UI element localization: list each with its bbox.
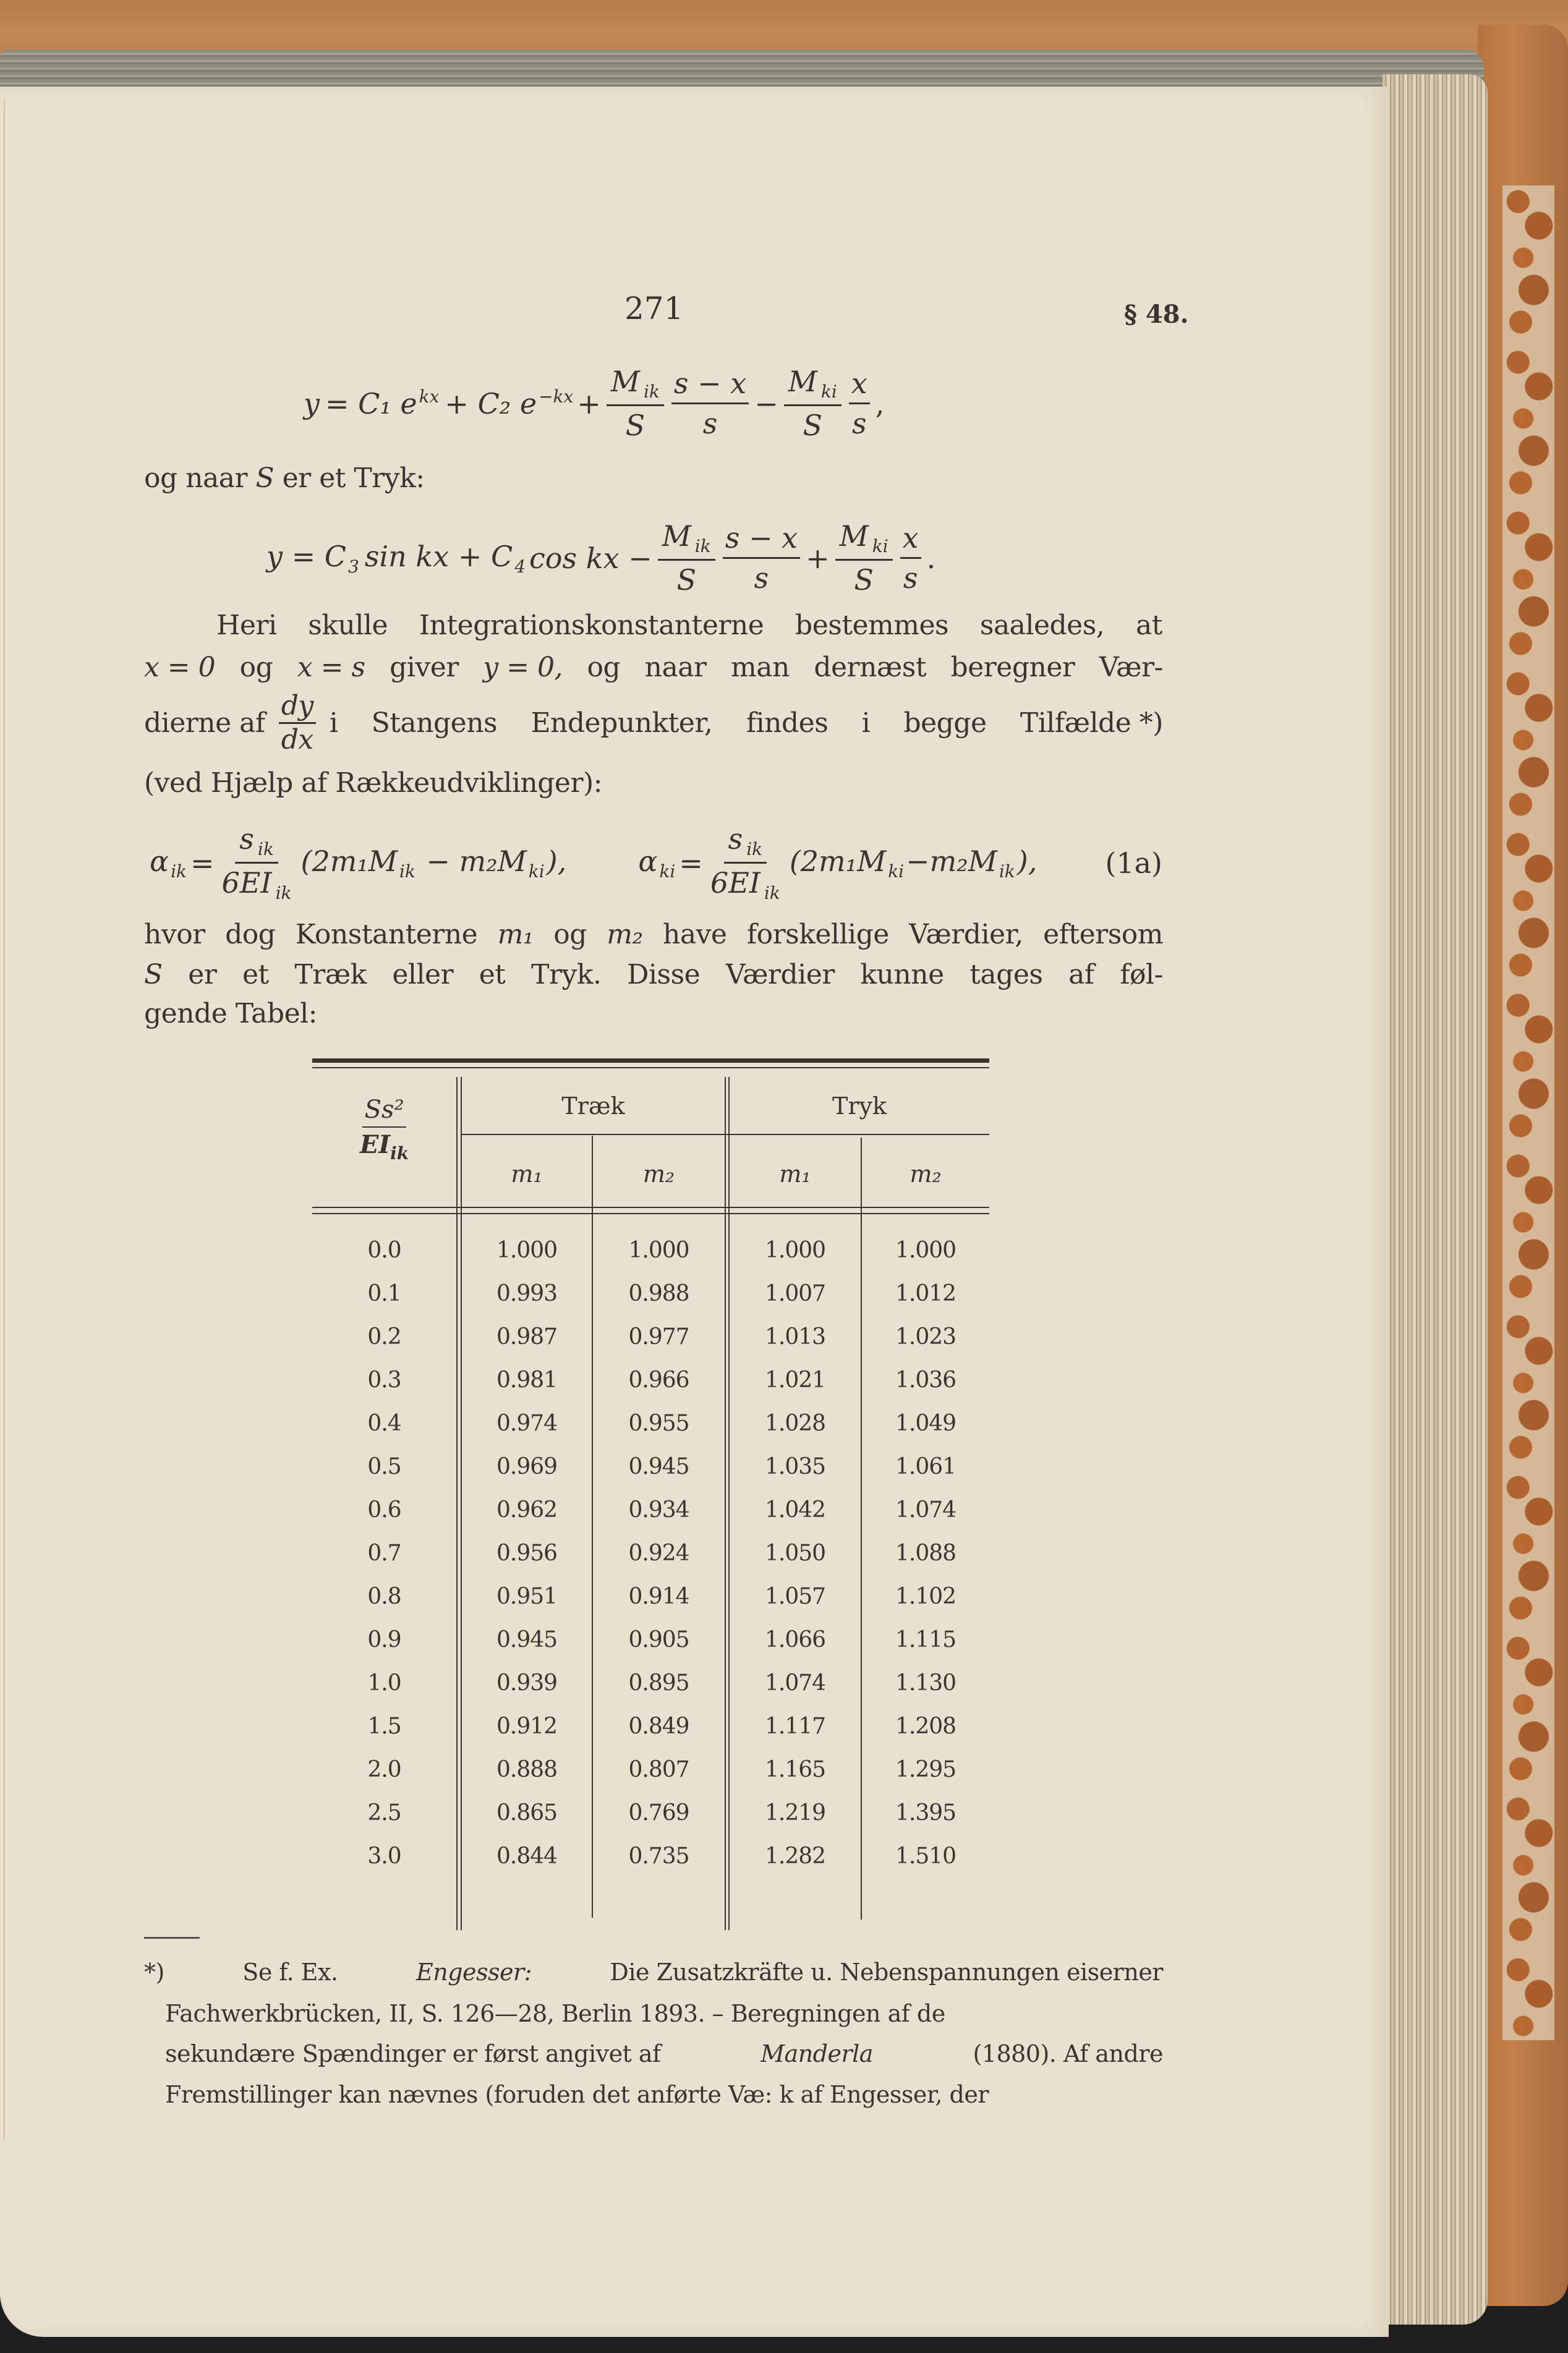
table-cell-value: 1.023 bbox=[895, 1324, 957, 1350]
text-after: er et Tryk: bbox=[282, 462, 425, 494]
eq1-comma: , bbox=[875, 386, 885, 420]
table-cell-value: 1.000 bbox=[628, 1238, 689, 1263]
para1-line-4: (ved Hjælp af Rækkeudviklinger): bbox=[144, 767, 602, 799]
word: tages bbox=[969, 959, 1043, 990]
table-cell-value: 0.895 bbox=[628, 1670, 689, 1696]
footnote-line-3 bbox=[165, 2040, 1163, 2067]
equals: = bbox=[679, 846, 703, 880]
word: dernæst bbox=[814, 652, 927, 683]
table-cell-value: 1.130 bbox=[895, 1670, 957, 1696]
alpha-sub: ik bbox=[171, 861, 187, 882]
expr-sub: ik bbox=[399, 861, 415, 882]
equation-1a bbox=[144, 822, 1164, 903]
section-number: § 48. bbox=[1124, 300, 1189, 329]
page-stack-top bbox=[0, 49, 1484, 91]
eq1-exp1: kx bbox=[419, 386, 440, 407]
table-cell-value: 0.966 bbox=[628, 1368, 689, 1393]
equation-label: (1a) bbox=[1105, 846, 1162, 880]
eq1-term-c1 bbox=[323, 386, 439, 420]
text-before: og naar bbox=[144, 462, 247, 494]
table-cell-value: 0.807 bbox=[628, 1757, 689, 1782]
eq1-minus: − bbox=[754, 386, 778, 420]
word: Træk bbox=[294, 959, 367, 990]
eq1-term-c2 bbox=[443, 386, 573, 420]
frac-num: M bbox=[610, 365, 640, 398]
table-cell-value: 1.042 bbox=[764, 1497, 826, 1523]
table-vline-group-a bbox=[725, 1077, 726, 1930]
table-cell-value: 0.735 bbox=[628, 1844, 689, 1869]
group-header-trak: Træk bbox=[561, 1092, 625, 1120]
footnote-author-manderla: Manderla bbox=[761, 2040, 873, 2067]
table-cell-value: 0.987 bbox=[496, 1324, 558, 1350]
expr-sub: ki bbox=[528, 861, 545, 882]
eq2-sin bbox=[363, 540, 526, 577]
alpha: α bbox=[638, 844, 658, 878]
table-cell-value: 1.395 bbox=[895, 1800, 957, 1826]
alpha-ki bbox=[636, 845, 675, 882]
word: Konstanterne bbox=[295, 919, 478, 950]
table-cell-ratio: 0.0 bbox=[367, 1238, 401, 1263]
frac-num: s − x bbox=[723, 521, 800, 559]
eq1-c1: = C₁ e bbox=[325, 387, 417, 420]
frac-den: s bbox=[702, 407, 718, 440]
eq3-alpha-ki bbox=[634, 822, 1041, 903]
eq2-frac-mik-s bbox=[656, 519, 717, 597]
table-cell-value: 1.115 bbox=[895, 1627, 957, 1653]
page-stack-right bbox=[1383, 74, 1488, 2325]
table-cell-value: 0.955 bbox=[628, 1411, 689, 1436]
table-cell-value: 0.962 bbox=[496, 1497, 558, 1523]
subheader-tryk-m2: m₂ bbox=[910, 1160, 942, 1188]
word: bestemmes bbox=[795, 610, 949, 641]
table-cell-value: 1.074 bbox=[895, 1497, 957, 1523]
subheader-trak-m2: m₂ bbox=[642, 1160, 675, 1188]
word: skulle bbox=[308, 610, 388, 641]
table-cell-value: 0.905 bbox=[628, 1627, 689, 1653]
table-cell-value: 1.036 bbox=[895, 1368, 957, 1393]
para1-line-1 bbox=[216, 612, 1162, 639]
word: beregner bbox=[950, 652, 1075, 683]
table-cell-value: 1.012 bbox=[895, 1281, 957, 1306]
word: at bbox=[1136, 610, 1162, 641]
frac-den: s bbox=[851, 407, 867, 440]
footnote-marker: *) bbox=[144, 1959, 164, 1986]
eq1-plus: + bbox=[577, 386, 601, 420]
footnote-text: Die Zusatzkräfte u. Nebenspannungen eiserner bbox=[610, 1959, 1163, 1986]
frac-den-sub: ik bbox=[275, 883, 292, 903]
table-cell-value: 0.924 bbox=[628, 1541, 689, 1566]
frac-den-sub: ik bbox=[764, 883, 780, 903]
alpha-sub: ki bbox=[659, 861, 676, 882]
table-cell-value: 1.074 bbox=[764, 1670, 826, 1696]
frac-num: s bbox=[728, 822, 743, 856]
word: eftersom bbox=[1043, 919, 1163, 950]
frac-s-6ei bbox=[707, 822, 784, 903]
word: Værdier bbox=[725, 959, 835, 990]
eq1-c2: + C₂ e bbox=[445, 387, 537, 420]
footnote-rule bbox=[144, 1937, 200, 1939]
table-cell-ratio: 1.5 bbox=[367, 1714, 401, 1739]
table-cell-ratio: 0.6 bbox=[367, 1497, 401, 1523]
table-cell-value: 0.956 bbox=[496, 1541, 558, 1566]
eq2-plus: + bbox=[806, 541, 830, 575]
word: Tryk. bbox=[531, 959, 602, 990]
table-cell-ratio: 0.1 bbox=[367, 1281, 401, 1306]
word: kunne bbox=[860, 959, 944, 990]
table-cell-value: 1.007 bbox=[764, 1281, 826, 1306]
table-cell-value: 0.974 bbox=[496, 1411, 558, 1436]
expr-sub: ik bbox=[999, 861, 1015, 882]
table-cell-value: 0.988 bbox=[628, 1281, 689, 1306]
footnote-author-engesser: Engesser: bbox=[415, 1959, 532, 1986]
table-top-thick-rule bbox=[312, 1058, 989, 1063]
table-cell-value: 0.914 bbox=[628, 1584, 689, 1609]
footnote-line-2: Fachwerkbrücken, II, S. 126—28, Berlin 1893. – Beregningen af de bbox=[165, 2000, 945, 2027]
table-cell-ratio: 0.5 bbox=[367, 1454, 401, 1479]
frac-num: s bbox=[239, 822, 254, 856]
para2-line-1 bbox=[144, 921, 1163, 948]
table-cell-value: 0.849 bbox=[628, 1714, 689, 1739]
eq2-cos-term: cos kx − bbox=[529, 541, 652, 575]
text-dierne-af: dierne af bbox=[144, 707, 265, 739]
eq1-frac-mki-s bbox=[782, 365, 843, 442]
frac-den: 6EI bbox=[221, 866, 272, 900]
frac-num: M bbox=[839, 519, 869, 553]
word: hvor bbox=[144, 919, 205, 950]
expr: ), bbox=[546, 844, 567, 878]
para2-line-3: gende Tabel: bbox=[144, 998, 317, 1029]
expr: ), bbox=[1016, 844, 1038, 878]
table-cell-value: 0.888 bbox=[496, 1757, 558, 1782]
frac-num: x bbox=[900, 521, 921, 559]
eq3-alpha-ik bbox=[146, 822, 570, 903]
eq1-exp2: −kx bbox=[539, 386, 574, 407]
frac-num-sub: ik bbox=[257, 839, 274, 859]
alpha-ik bbox=[148, 845, 187, 882]
footnote-ref-word[interactable]: Tilfælde *) bbox=[1020, 707, 1163, 739]
word: Heri bbox=[216, 610, 277, 641]
eq2-c4-sub: 4 bbox=[514, 556, 526, 577]
table-cell-value: 1.000 bbox=[764, 1238, 826, 1263]
footnote-line-1 bbox=[144, 1959, 1163, 1986]
page-number: 271 bbox=[624, 291, 684, 326]
table-cell-value: 1.028 bbox=[764, 1411, 826, 1436]
header-den: EI bbox=[359, 1130, 391, 1159]
table-cell-value: 0.844 bbox=[496, 1844, 558, 1869]
table-cell-value: 0.912 bbox=[496, 1714, 558, 1739]
alpha: α bbox=[150, 844, 169, 878]
frac-num-sub: ik bbox=[746, 839, 763, 859]
word: i bbox=[329, 707, 338, 739]
table-cell-value: 1.000 bbox=[496, 1238, 558, 1263]
header-num: Ss² bbox=[364, 1096, 404, 1124]
table-cell-value: 0.945 bbox=[628, 1454, 689, 1479]
table-cell-value: 1.117 bbox=[764, 1714, 826, 1739]
table-cell-value: 0.951 bbox=[496, 1584, 558, 1609]
header-frac bbox=[360, 1096, 409, 1164]
frac-num: dy bbox=[279, 692, 316, 724]
subheader-tryk-m1: m₁ bbox=[779, 1160, 811, 1188]
table-cell-value: 1.510 bbox=[895, 1844, 957, 1869]
frac-num-sub: ki bbox=[820, 381, 837, 402]
table-cell-value: 1.295 bbox=[895, 1757, 957, 1782]
eq2-frac-mki-s bbox=[833, 519, 895, 597]
symbol-S: S bbox=[255, 462, 275, 494]
footnote-text: sekundære Spændinger er først angivet af bbox=[165, 2040, 661, 2067]
eq1-frac-s-x bbox=[670, 367, 751, 440]
table-header-rule-1 bbox=[312, 1207, 989, 1208]
frac-num: M bbox=[788, 365, 817, 398]
frac-num: M bbox=[662, 519, 691, 553]
eq2-period: . bbox=[926, 541, 936, 575]
word: Endepunkter, bbox=[530, 707, 713, 739]
word: giver bbox=[390, 652, 459, 683]
table-cell-ratio: 0.2 bbox=[367, 1324, 401, 1350]
frac-num-sub: ik bbox=[643, 381, 660, 402]
word: Integrationskonstanterne bbox=[419, 610, 764, 641]
frac-s-6ei bbox=[218, 822, 296, 903]
frac-den: S bbox=[676, 563, 696, 597]
eq2-c3-sub: 3 bbox=[347, 556, 359, 577]
math-m1: m₁ bbox=[497, 919, 534, 950]
footnote-line-4: Fremstillinger kan nævnes (foruden det anførte Væ: k af Engesser, der bbox=[165, 2081, 989, 2108]
table-cell-value: 1.088 bbox=[895, 1541, 957, 1566]
table-cell-ratio: 0.4 bbox=[367, 1411, 401, 1436]
word: og bbox=[239, 652, 273, 683]
table-cell-ratio: 2.0 bbox=[367, 1757, 401, 1782]
header-den-sub: ik bbox=[390, 1143, 409, 1164]
table-cell-value: 0.977 bbox=[628, 1324, 689, 1350]
line-3-rest bbox=[329, 707, 1163, 739]
eq1-lhs: y bbox=[304, 386, 320, 420]
word: i bbox=[861, 707, 871, 739]
table-cell-value: 0.934 bbox=[628, 1497, 689, 1523]
eq3-expr1 bbox=[299, 845, 569, 882]
table-cell-value: 1.057 bbox=[764, 1584, 826, 1609]
word: Disse bbox=[627, 959, 701, 990]
word: forskellige bbox=[746, 919, 889, 950]
table-cell-value: 1.021 bbox=[764, 1368, 826, 1393]
word: Værdier, bbox=[909, 919, 1023, 950]
word: man bbox=[731, 652, 790, 683]
table-cell-value: 1.013 bbox=[764, 1324, 826, 1350]
word: føl- bbox=[1120, 959, 1163, 990]
table-cell-value: 1.050 bbox=[764, 1541, 826, 1566]
eq2-frac-x-s bbox=[898, 521, 923, 595]
table-cell-value: 1.208 bbox=[895, 1714, 957, 1739]
table-cell-value: 0.769 bbox=[628, 1800, 689, 1826]
table-cell-value: 1.049 bbox=[895, 1411, 957, 1436]
equals: = bbox=[190, 846, 215, 880]
table-cell-value: 1.219 bbox=[764, 1800, 826, 1826]
row-header-ss2-eik bbox=[312, 1096, 456, 1164]
math-y-eq-0: y = 0, bbox=[483, 652, 563, 683]
table-cell-ratio: 0.3 bbox=[367, 1368, 401, 1393]
frac-den: S bbox=[803, 409, 823, 442]
book-marbled-edge bbox=[1502, 185, 1554, 2040]
group-header-tryk: Tryk bbox=[832, 1092, 887, 1120]
table-top-thin-rule bbox=[312, 1067, 989, 1068]
table-cell-ratio: 0.8 bbox=[367, 1584, 401, 1609]
table-cell-value: 1.035 bbox=[764, 1454, 826, 1479]
word: et bbox=[242, 959, 269, 990]
footnote-text: (1880). Af andre bbox=[973, 2040, 1163, 2067]
table-cell-value: 1.000 bbox=[895, 1238, 957, 1263]
word: og bbox=[553, 919, 587, 950]
text-line-og-naar bbox=[144, 462, 425, 494]
table-cell-value: 0.981 bbox=[496, 1368, 558, 1393]
table-header-rule-2 bbox=[312, 1213, 989, 1214]
expr-sub: ki bbox=[888, 861, 905, 882]
eq1-frac-mik-s bbox=[605, 365, 666, 442]
word: et bbox=[479, 959, 506, 990]
coefficient-table bbox=[312, 1058, 989, 1930]
table-cell-ratio: 3.0 bbox=[367, 1844, 401, 1869]
eq2-lhs bbox=[265, 540, 359, 577]
para2-line-2 bbox=[144, 961, 1163, 989]
table-vline-col1-a bbox=[456, 1077, 458, 1930]
subheader-trak-m1: m₁ bbox=[511, 1160, 543, 1188]
frac-num: s − x bbox=[671, 367, 749, 404]
table-cell-ratio: 1.0 bbox=[367, 1670, 401, 1696]
eq2-sin-term: sin kx + C bbox=[364, 539, 513, 573]
table-cell-value: 0.865 bbox=[496, 1800, 558, 1826]
word: begge bbox=[903, 707, 987, 739]
eq2-frac-s-x bbox=[721, 521, 802, 595]
expr: (2m₁M bbox=[300, 844, 398, 878]
eq3-expr2 bbox=[788, 845, 1039, 882]
equation-1 bbox=[302, 365, 886, 442]
math-x-eq-s: x = s bbox=[297, 652, 365, 683]
frac-den: 6EI bbox=[710, 866, 761, 900]
frac-num-sub: ik bbox=[694, 536, 711, 556]
table-cell-ratio: 2.5 bbox=[367, 1800, 401, 1826]
table-cell-value: 0.945 bbox=[496, 1627, 558, 1653]
eq1-frac-x-s bbox=[847, 367, 872, 440]
table-cell-value: 1.282 bbox=[764, 1844, 826, 1869]
word: findes bbox=[746, 707, 829, 739]
footnote-text: Se f. Ex. bbox=[242, 1959, 338, 1986]
table-cell-ratio: 0.7 bbox=[367, 1541, 401, 1566]
page-fold bbox=[4, 99, 5, 2139]
table-cell-value: 1.066 bbox=[764, 1627, 826, 1653]
word: dog bbox=[225, 919, 276, 950]
frac-den: s bbox=[903, 561, 918, 595]
word: af bbox=[1068, 959, 1094, 990]
table-cell-value: 0.939 bbox=[496, 1670, 558, 1696]
math-m2: m₂ bbox=[607, 919, 643, 950]
table-cell-value: 1.165 bbox=[764, 1757, 826, 1782]
frac-den: S bbox=[854, 563, 874, 597]
table-cell-value: 1.061 bbox=[895, 1454, 957, 1479]
eq2-y-c3: y = C bbox=[266, 539, 346, 573]
word: og bbox=[587, 652, 621, 683]
frac-num: x bbox=[849, 367, 870, 404]
table-cell-value: 1.102 bbox=[895, 1584, 957, 1609]
word: eller bbox=[392, 959, 454, 990]
para1-line-3 bbox=[144, 692, 1163, 754]
table-cell-ratio: 0.9 bbox=[367, 1627, 401, 1653]
word: have bbox=[663, 919, 727, 950]
table-cell-value: 0.969 bbox=[496, 1454, 558, 1479]
expr: −m₂M bbox=[906, 844, 997, 878]
derivative-dy-dx bbox=[279, 692, 316, 754]
frac-den: S bbox=[625, 409, 646, 442]
expr: − m₂M bbox=[417, 844, 527, 878]
word: er bbox=[188, 959, 217, 990]
math-x-eq-0: x = 0 bbox=[144, 652, 216, 683]
word: naar bbox=[644, 652, 707, 683]
frac-den: s bbox=[754, 561, 769, 595]
table-cell-value: 0.993 bbox=[496, 1281, 558, 1306]
para1-line-2 bbox=[144, 654, 1163, 681]
word: Vær- bbox=[1099, 652, 1163, 683]
frac-den: dx bbox=[281, 724, 313, 755]
word: saaledes, bbox=[979, 610, 1105, 641]
expr: (2m₁M bbox=[789, 844, 887, 878]
equation-2 bbox=[263, 519, 937, 597]
word: Stangens bbox=[371, 707, 498, 739]
frac-num-sub: ki bbox=[872, 536, 888, 556]
symbol-S: S bbox=[144, 959, 163, 990]
